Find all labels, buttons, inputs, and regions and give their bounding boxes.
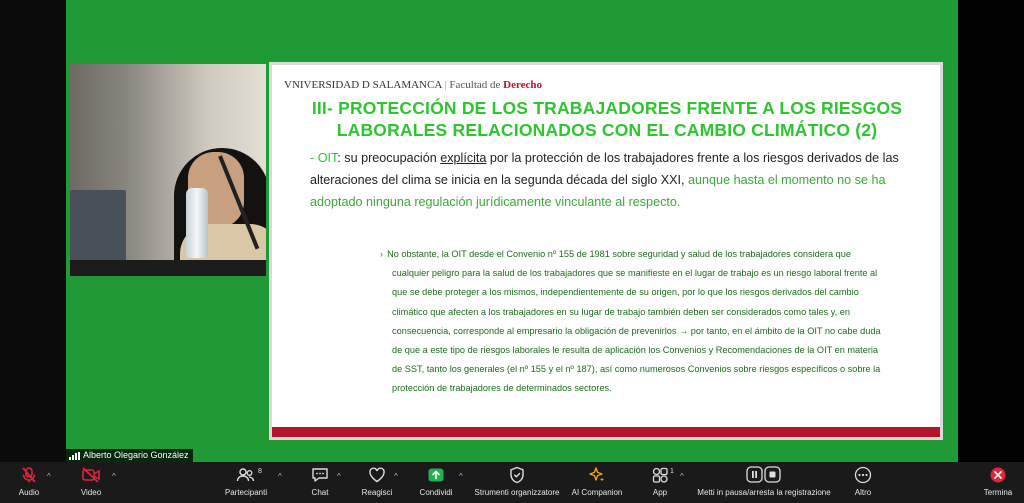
recording-button[interactable] [696, 466, 832, 500]
slide-main-bullet [310, 147, 930, 213]
more-button[interactable] [850, 466, 876, 500]
left-black-strip [0, 0, 66, 462]
share-screen-icon [426, 466, 446, 484]
meeting-toolbar [0, 462, 1024, 503]
bullet-part-1: : su preocupación [337, 151, 437, 165]
more-label: Altro [854, 488, 872, 497]
sub-bullet-text: No obstante, la OIT desde el Convenio nº 155 de 1981 sobre seguridad y salud de los trabajadores considera que cualquier peligro para la salud de los trabajadores que se manifieste en el lugar de trabajo es un riesgo laboral frente al que se debe proteger a los mismos, independientemente de su origen, por lo que los riesgos derivados del cambio climático que afecten a los trabajadores en su lugar de trabajo también deben ser considerados como tales y, en consecuencia, corresponde al empresario la obligación de prevenirlos → por tanto, en el ámbito de la OIT no cabe duda de que a este tipo de riesgos laborales le resulta de aplicación los Convenios y Recomendaciones de la OIT en materia de SST, tanto los generales (el nº 155 y el nº 187), así como numerosos Convenios sobre riesgos específicos o sobre la protección de trabajadores de determinados sectores. [387, 249, 881, 394]
ai-companion-label: AI Companion [571, 488, 623, 497]
reactions-button[interactable] [358, 466, 396, 500]
ai-companion-button[interactable] [570, 466, 624, 500]
participants-caret-icon[interactable]: ^ [278, 472, 282, 481]
audio-caret-icon[interactable]: ^ [47, 472, 51, 481]
end-meeting-button[interactable] [980, 466, 1016, 500]
bullet-oit: OIT [317, 151, 338, 165]
participants-count: 8 [258, 468, 262, 475]
laptop-image [70, 190, 126, 266]
slide-sub-bullet [380, 245, 888, 399]
slide-title-line-1: III- PROTECCIÓN DE LOS TRABAJADORES FRENTE A LOS RIESGOS [311, 98, 903, 118]
share-button[interactable] [416, 466, 456, 500]
participants-button[interactable] [222, 466, 270, 500]
heart-icon [367, 466, 387, 484]
audio-button[interactable] [14, 466, 44, 500]
bullet-part-3: aunque hasta el momento no se ha adoptado ninguna regulación jurídicamente vinculante al respecto. [310, 173, 886, 209]
audio-label: Audio [18, 488, 40, 497]
close-icon [988, 466, 1008, 484]
share-label: Condividi [419, 488, 453, 497]
reactions-caret-icon[interactable]: ^ [394, 472, 398, 481]
faculty-prefix: Facultad de [449, 79, 501, 91]
shield-icon [507, 466, 527, 484]
apps-caret-icon[interactable]: ^ [680, 472, 684, 481]
chat-button[interactable] [306, 466, 334, 500]
more-icon [853, 466, 873, 484]
signal-bars-icon [69, 452, 80, 460]
apps-count: 1 [670, 468, 674, 475]
host-tools-button[interactable] [472, 466, 562, 500]
desk-image [70, 260, 266, 276]
slide-title [282, 97, 932, 141]
bullet-dash: - [310, 151, 315, 165]
participant-name: Alberto Olegario González [83, 450, 189, 460]
chat-label: Chat [311, 488, 329, 497]
recording-label: Metti in pausa/arresta la registrazione [697, 488, 831, 497]
pause-stop-recording-icon [744, 466, 784, 484]
bullet-emphasis: explícita [440, 151, 487, 165]
water-bottle-image [186, 188, 208, 258]
slide-title-line-2: LABORALES RELACIONADOS CON EL CAMBIO CLIMÁTICO (2) [336, 120, 878, 140]
share-caret-icon[interactable]: ^ [459, 472, 463, 481]
end-label: Termina [983, 488, 1013, 497]
video-button[interactable] [76, 466, 106, 500]
sparkle-icon [587, 466, 607, 484]
participants-label: Partecipanti [224, 488, 268, 497]
chat-icon [310, 466, 330, 484]
slide-footer-bar [272, 427, 940, 437]
host-tools-label: Strumenti organizzatore [474, 488, 560, 497]
sub-bullet-marker: › [380, 249, 384, 259]
microphone-muted-icon [19, 466, 39, 484]
video-caret-icon[interactable]: ^ [112, 472, 116, 481]
faculty-name: Derecho [503, 79, 543, 91]
chat-caret-icon[interactable]: ^ [337, 472, 341, 481]
participants-icon [236, 466, 256, 484]
camera-off-icon [81, 466, 101, 484]
apps-icon [650, 466, 670, 484]
apps-label: App [652, 488, 668, 497]
shared-slide [269, 62, 943, 440]
participant-name-tag [66, 449, 193, 462]
bullet-part-2: por la protección de los trabajadores frente a los riesgos derivados de las alteraciones del clima se inicia en la segunda década del siglo XXI, [310, 151, 899, 187]
slide-header [284, 79, 542, 91]
header-separator: | [444, 79, 447, 91]
video-label: Video [80, 488, 102, 497]
participant-video-tile[interactable] [70, 64, 266, 276]
reactions-label: Reagisci [361, 488, 393, 497]
university-name: VNIVERSIDAD D SALAMANCA [284, 79, 442, 91]
